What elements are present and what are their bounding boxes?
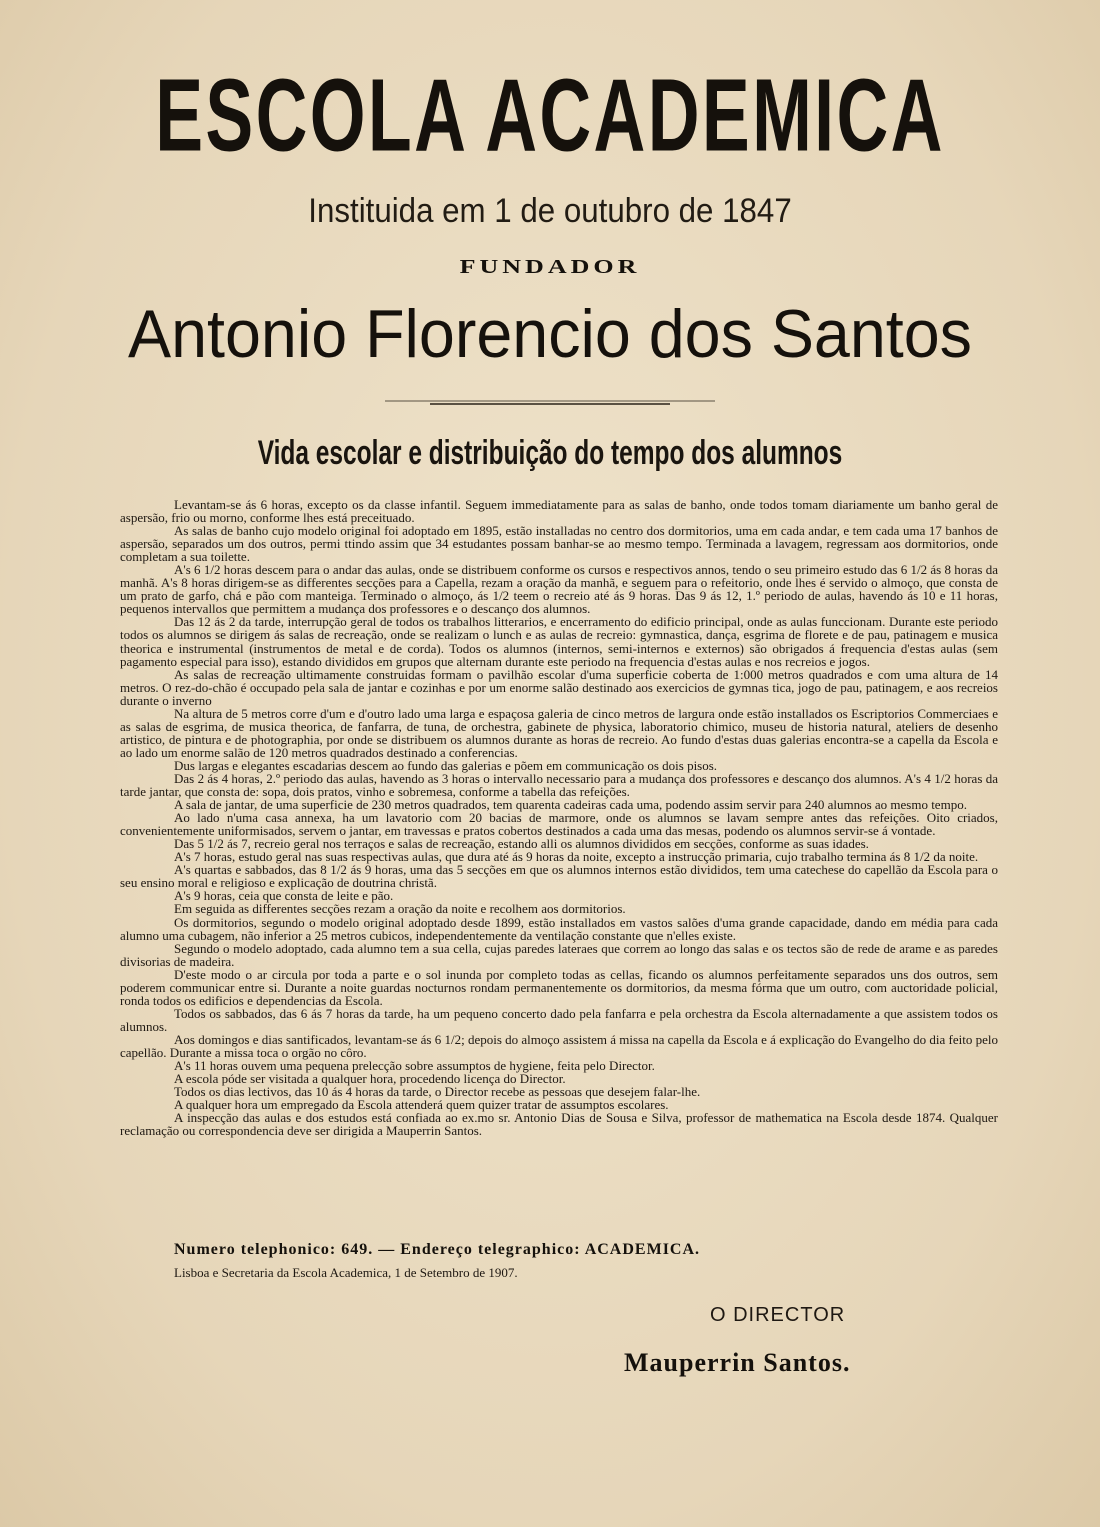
paragraph: A qualquer hora um empregado da Escola attenderá quem quizer tratar de assumptos escolares.: [174, 1097, 669, 1113]
paragraph: D'este modo o ar circula por toda a parte e o sol inunda por completo todas as cellas, ficando os alumnos perfeitamente separados uns dos outros, sem poderem communicar entre si. Durante a noite guardas nocturnos rondam permanentemente os dormitorios, da mesma fórma que um outro, com auctoridade policial, ronda todos os edificios e dependencias da Escola.: [120, 966, 998, 1008]
paragraph: Em seguida as differentes secções rezam a oração da noite e recolhem aos dormitorios.: [174, 901, 626, 917]
paragraph: A escola póde ser visitada a qualquer hora, procedendo licença do Director.: [174, 1071, 566, 1087]
paragraph: As salas de banho cujo modelo original foi adoptado em 1895, estão installadas no centro dos dormitorios, uma em cada andar, e tem cada uma 17 banhos de aspersão, separados um dos outros, permi ttindo assim que 34 estudantes possam banhar-se ao mesmo tempo. Terminada a lavagem, regressam aos dormitorios, onde completam a sua toilette.: [120, 523, 998, 565]
paragraph: As salas de recreação ultimamente construidas formam o pavilhão escolar d'uma superficie coberta de 1:000 metros quadrados e com uma altura de 14 metros. O rez-do-chão é occupado pela sala de jantar e cozinhas e por um enorme salão destinado aos exercicios de gymnas tica, jogo de pau, patinagem, e aos recreios durante o inverno: [120, 666, 998, 708]
paragraph: Das 5 1/2 ás 7, recreio geral nos terraços e salas de recreação, estando alli os alumnos divididos em secções, conforme as suas idades.: [174, 836, 869, 852]
paragraph: Na altura de 5 metros corre d'um e d'outro lado uma larga e espaçosa galeria de cinco metros de largura onde estão installados os Escriptorios Commerciaes e as salas de esgrima, de musica theorica, de fanfarra, de tuna, de orchestra, gabinete de physica, laboratorio chimico, museu de historia natural, ateliers de desenho artistico, de pintura e de photographia, por onde se distribuem os alumnos durante as horas de recreio. Ao fundo d'estas duas galerias encontra-se a capella da Escola e ao lado um enorme salão de 120 metros quadrados destinado a conferencias.: [120, 705, 998, 760]
ornamental-rule: [0, 398, 1100, 408]
paragraph: Levantam-se ás 6 horas, excepto os da classe infantil. Seguem immediatamente para as salas de banho, onde todos tomam diariamente um banho geral de aspersão, frio ou morno, conforme lhes está preceituado.: [120, 497, 998, 526]
contact-line: Numero telephonico: 649. — Endereço telegraphico: ACADEMICA.: [174, 1241, 701, 1258]
poster-subtitle: Instituida em 1 de outubro de 1847: [308, 192, 792, 230]
poster-title: ESCOLA ACADEMICA: [155, 58, 945, 174]
director-label: O DIRECTOR: [710, 1304, 846, 1326]
paragraph: Os dormitorios, segundo o modelo original adoptado desde 1899, estão installados em vastos salões d'uma grande capacidade, dando em média para cada alumno uma cubagem, não inferior a 25 metros cubicos, independentemente da ventilação constante que n'elles existe.: [120, 914, 998, 943]
paragraph: A's 9 horas, ceia que consta de leite e pão.: [174, 888, 394, 904]
paragraph: Todos os dias lectivos, das 10 ás 4 horas da tarde, o Director recebe as pessoas que desejem falar-lhe.: [174, 1084, 701, 1100]
paragraph: Todos os sabbados, das 6 ás 7 horas da tarde, ha um pequeno concerto dado pela fanfarra e pela orchestra da Escola alternadamente a que assistem todos os alumnos.: [120, 1005, 998, 1034]
paragraph: A's quartas e sabbados, das 8 1/2 ás 9 horas, uma das 5 secções em que os alumnos internos estão divididos, tem uma catechese do capellão da Escola para o seu ensino moral e religioso e explicação de doutrina christã.: [120, 862, 998, 891]
director-signature: Mauperrin Santos.: [624, 1348, 851, 1377]
founder-label: FUNDADOR: [459, 255, 641, 278]
paragraph: A's 7 horas, estudo geral nas suas respectivas aulas, que dura até ás 9 horas da noite, excepto a instrucção primaria, cujo trabalho termina ás 8 1/2 da noite.: [174, 849, 979, 865]
paragraph: A's 6 1/2 horas descem para o andar das aulas, onde se distribuem conforme os cursos e respectivos annos, tendo o seu primeiro estudo das 6 1/2 ás 8 horas da manhã. A's 8 horas dirigem-se as differentes secções para a Capella, rezam a oração da manhã, e seguem para o refeitorio, onde lhes é servido o almoço, que consta de um prato de garfo, chá e pão com manteiga. Terminado o almoço, ás 1/2 teem o recreio até ás 9 horas. Das 9 ás 12, 1.º periodo de aulas, havendo ás 10 e 11 horas, pequenos intervallos que permittem a mudança dos professores e o descanço dos alumnos.: [120, 562, 998, 617]
paragraph: A's 11 horas ouvem uma pequena prelecção sobre assumptos de hygiene, feita pelo Director.: [174, 1058, 655, 1074]
founder-name: Antonio Florencio dos Santos: [128, 296, 972, 372]
paragraph: A sala de jantar, de uma superficie de 230 metros quadrados, tem quarenta cadeiras cada uma, podendo assim servir para 240 alumnos ao mesmo tempo.: [174, 797, 967, 813]
paragraph: Aos domingos e dias santificados, levantam-se ás 6 1/2; depois do almoço assistem á missa na capella da Escola e á explicação do Evangelho do dia feito pelo capellão. Durante a missa toca o orgão no côro.: [120, 1031, 998, 1060]
body-text: [120, 498, 998, 1137]
paragraph: Ao lado n'uma casa annexa, ha um lavatorio com 20 bacias de marmore, onde os alumnos se lavam sempre antes das refeições. Oito criados, convenientemente uniformisados, servem o jantar, em travessas e pratos cobertos destinados a cada uma das mesas, podendo os alumnos servir-se á vontade.: [120, 810, 998, 839]
paragraph: A inspecção das aulas e dos estudos está confiada ao ex.mo sr. Antonio Dias de Sousa e Silva, professor de mathematica na Escola desde 1874. Qualquer reclamação ou correspondencia deve ser dirigida a Mauperrin Santos.: [120, 1110, 998, 1139]
paragraph: Dus largas e elegantes escadarias descem ao fundo das galerias e põem em communicação os dois pisos.: [174, 757, 718, 773]
paragraph: Das 2 ás 4 horas, 2.º periodo das aulas, havendo as 3 horas o intervallo necessario para a mudança dos professores e descanço dos alumnos. A's 4 1/2 horas da tarde jantar, que consta de: sopa, dois pratos, vinho e sobremesa, conforme a tabella das refeições.: [120, 770, 998, 800]
paragraph: Segundo o modelo adoptado, cada alumno tem a sua cella, cujas paredes lateraes que correm ao longo das salas e os tectos são de rede de arame e as paredes divisorias de madeira.: [120, 940, 998, 969]
paragraph: Das 12 ás 2 da tarde, interrupção geral de todos os trabalhos litterarios, e encerramento do edificio principal, onde as aulas funccionam. Durante este periodo todos os alumnos se dirigem ás salas de recreação, onde se realizam o lunch e as aulas de recreio: gymnastica, dança, esgrima de florete e de pau, patinagem e musica theorica e instrumental (instrumentos de metal e de corda). Todos os alumnos (internos, semi-internos e externos) são obrigados á frequencia d'estas aulas (sem pagamento especial para isso), estando divididos em grupos que alternam durante este periodo na frequencia d'estas aulas e nos recreios e jogos.: [120, 614, 998, 669]
section-title: Vida escolar e distribuição do tempo dos alumnos: [257, 434, 843, 472]
dateline: Lisboa e Secretaria da Escola Academica, 1 de Setembro de 1907.: [174, 1265, 518, 1280]
